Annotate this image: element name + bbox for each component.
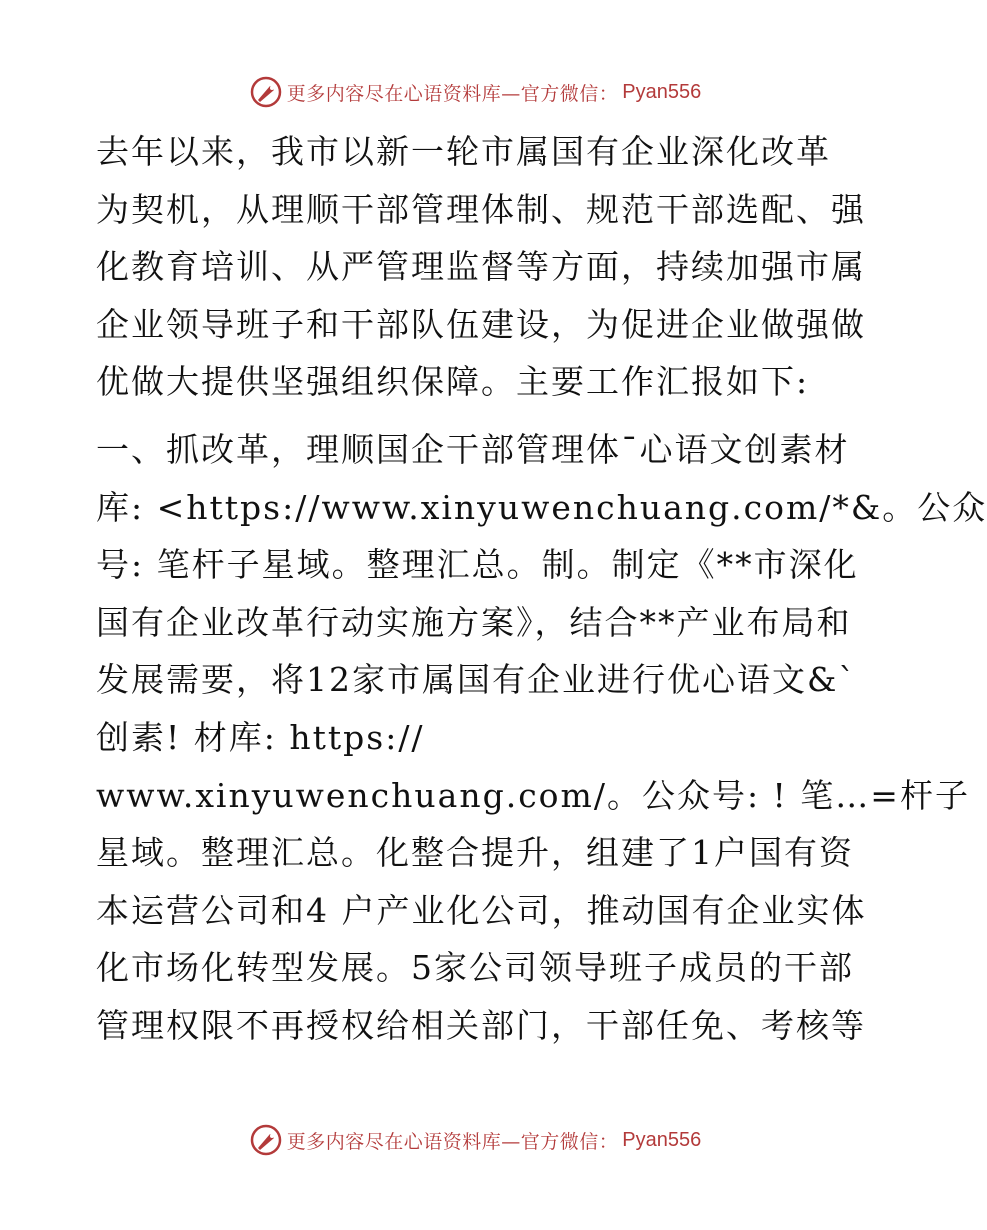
text-line: 星域。整理汇总。化整合提升，组建了1户国有资 [96,833,854,873]
text-line: 去年以来，我市以新一轮市属国有企业深化改革 [96,132,831,171]
text-line: 创素! 材库: https:// [96,717,425,757]
text-line: 发展需要，将12家市属国有企业进行优心语文&` [96,660,857,700]
text-line: 号: 笔杆子星域。整理汇总。制。制定《**市深化 [96,545,859,585]
text-line: 优做大提供坚强组织保障。主要工作汇报如下: [96,362,810,402]
text-line: 管理权限不再授权给相关部门，干部任免、考核等 [96,1005,866,1045]
text-line: 化教育培训、从严管理监督等方面，持续加强市属 [96,247,866,287]
footer-banner-text: 更多内容尽在心语资料库—官方微信： [286,1130,619,1153]
text-line: 本运营公司和4 户产业化公司，推动国有企业实体 [96,890,867,930]
text-line: 为契机，从理顺干部管理体制、规范干部选配、强 [96,189,866,229]
header-wechat-id: Pyan556 [622,80,702,103]
text-line: 库: <https://www.xinyuwenchuang.com/*&。公众 [96,487,987,527]
header-banner [0,72,950,112]
footer-banner [0,1120,950,1160]
header-banner-text: 更多内容尽在心语资料库—官方微信： [286,82,619,105]
text-line: 国有企业改革行动实施方案》，结合**产业布局和 [96,602,852,642]
text-line: 一、抓改革，理顺国企干部管理体¯心语文创素材 [96,429,850,469]
document-body [96,123,987,1055]
pen-nib-logo-icon [249,1123,283,1157]
text-line: 企业领导班子和干部队伍建设，为促进企业做强做 [96,304,866,344]
text-line: 化市场化转型发展。5家公司领导班子成员的干部 [96,948,854,988]
footer-wechat-id: Pyan556 [622,1128,702,1151]
pen-nib-logo-icon [249,75,283,109]
text-line: www.xinyuwenchuang.com/。公众号: ! 笔…=杆子 [96,775,970,815]
